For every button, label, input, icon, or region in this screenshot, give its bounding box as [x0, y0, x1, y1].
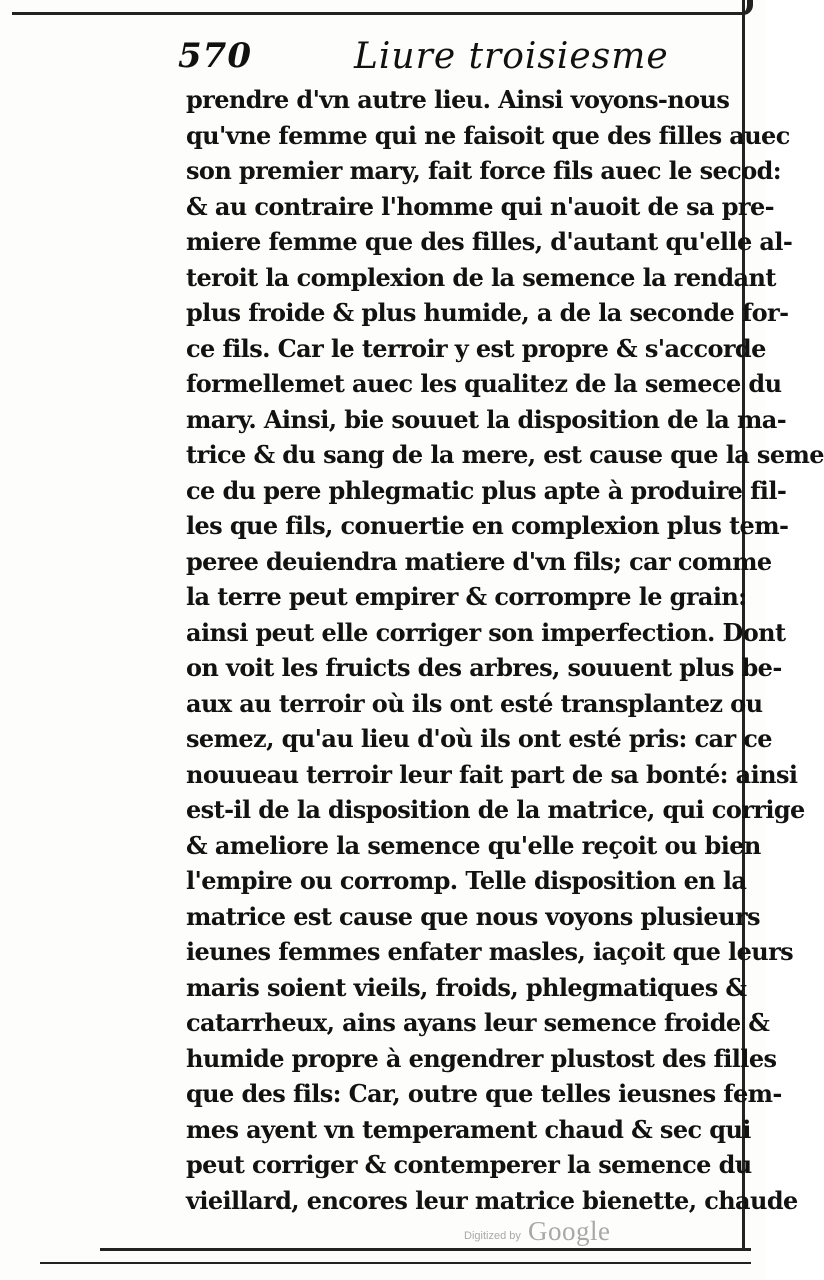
text-line: la terre peut empirer & corrompre le grain: — [186, 582, 747, 611]
text-line: formellemet auec les qualitez de la semece du — [186, 369, 782, 398]
text-line: mary. Ainsi, bie souuet la disposition de la ma- — [186, 404, 787, 434]
text-line: trice & du sang de la mere, est cause que la seme — [186, 440, 824, 469]
text-line: ce fils. Car le terroir y est propre & s'accorde — [186, 333, 766, 363]
body-text — [186, 82, 824, 1218]
text-line: ieunes femmes enfater masles, iaçoit que leurs — [186, 937, 794, 966]
watermark-label: Digitized by — [464, 1230, 521, 1242]
page-header — [178, 36, 698, 84]
text-line: on voit les fruicts des arbres, souuent plus be- — [186, 653, 782, 682]
text-line: que des fils: Car, outre que telles ieusnes fem- — [186, 1079, 782, 1108]
text-line: les que fils, conuertie en complexion plus tem- — [186, 511, 789, 540]
text-line: & au contraire l'homme qui n'auoit de sa pre- — [186, 191, 775, 221]
text-line: son premier mary, fait force fils auec le secod: — [186, 156, 782, 185]
text-line: maris soient vieils, froids, phlegmatiques & — [186, 972, 747, 1002]
text-line: ce du pere phlegmatic plus apte à produire fil- — [186, 475, 787, 505]
text-line: humide propre à engendrer plustost des filles — [186, 1043, 777, 1073]
scan-border-bottom — [100, 1248, 751, 1251]
text-line: teroit la complexion de la semence la rendant — [186, 262, 776, 292]
text-line: peree deuiendra matiere d'vn fils; car comme — [186, 546, 772, 576]
text-line: & ameliore la semence qu'elle reçoit ou bien — [186, 830, 761, 860]
text-line: catarrheux, ains ayans leur semence froide & — [186, 1008, 770, 1037]
text-line: plus froide & plus humide, a de la seconde for- — [186, 298, 789, 327]
text-line: ainsi peut elle corriger son imperfection. Dont — [186, 617, 786, 647]
text-line: peut corriger & contemperer la semence du — [186, 1150, 752, 1179]
text-line: aux au terroir où ils ont esté transplantez ou — [186, 688, 763, 718]
text-line: est-il de la disposition de la matrice, qui corrige — [186, 795, 805, 824]
text-line: prendre d'vn autre lieu. Ainsi voyons-nous — [186, 85, 730, 114]
scan-border-top — [12, 0, 753, 15]
digitized-watermark — [464, 1216, 624, 1252]
text-line: miere femme que des filles, d'autant qu'elle al- — [186, 227, 793, 256]
google-logo: Google — [528, 1216, 611, 1246]
scan-border-bottom-lower — [40, 1262, 751, 1264]
text-line: l'empire ou corromp. Telle disposition en la — [186, 866, 747, 895]
text-line: qu'vne femme qui ne faisoit que des filles auec — [186, 120, 790, 150]
text-line: matrice est cause que nous voyons plusieurs — [186, 901, 760, 931]
text-line: semez, qu'au lieu d'où ils ont esté pris: car ce — [186, 724, 772, 753]
running-head: Liure troisiesme — [354, 36, 669, 77]
text-line: mes ayent vn temperament chaud & sec qui — [186, 1114, 751, 1144]
text-line: nouueau terroir leur fait part de sa bonté: ainsi — [186, 759, 798, 789]
page-number: 570 — [178, 36, 252, 76]
text-line: vieillard, encores leur matrice bienette, chaude — [186, 1185, 798, 1215]
